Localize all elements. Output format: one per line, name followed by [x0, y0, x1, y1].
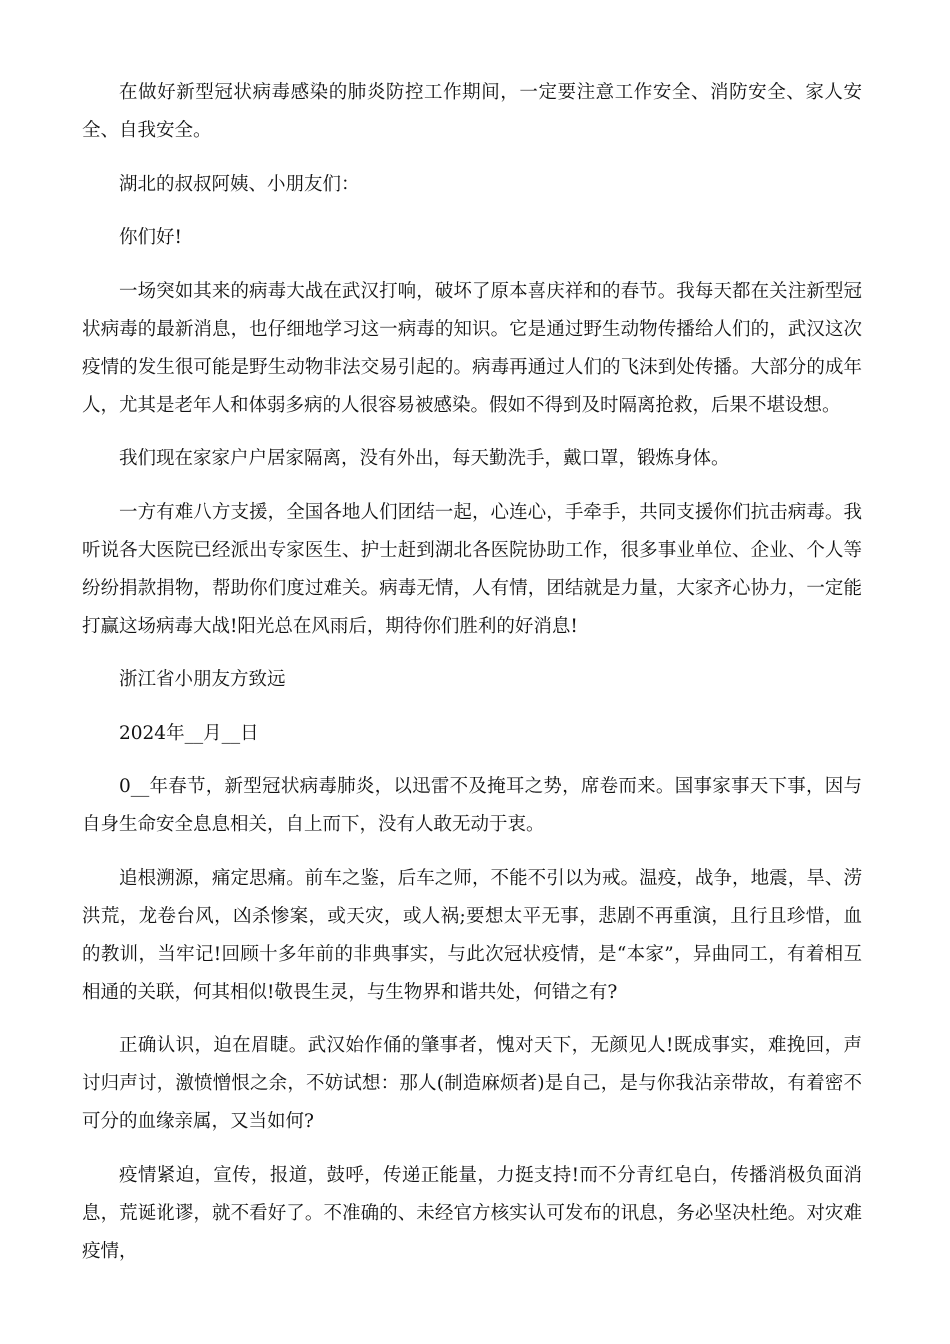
letter-paragraph-isolation: 我们现在家家户户居家隔离，没有外出，每天勤洗手，戴口罩，锻炼身体。	[119, 448, 730, 469]
letter-paragraph-support: 一方有难八方支援，全国各地人们团结一起，心连心，手牵手，共同支援你们抗击病毒。我听说各大医院已经派出专家医生、护士赶到湖北各医院协助工作，很多事业单位、企业、个人等纷纷捐款捐物，帮助你们度过难关。病毒无情，人有情，团结就是力量，大家齐心协力，一定能打赢这场病毒大战!阳光总在风雨后，期待你们胜利的好消息!	[82, 501, 862, 637]
intro-safety-paragraph: 在做好新型冠状病毒感染的肺炎防控工作期间，一定要注意工作安全、消防安全、家人安全、自我安全。	[82, 82, 862, 141]
essay-paragraph-spring-festival: 0__年春节，新型冠状病毒肺炎，以迅雷不及掩耳之势，席卷而来。国事家事天下事，因与自身生命安全息息相关，自上而下，没有人敢无动于衷。	[82, 776, 862, 835]
letter-signature: 浙江省小朋友方致远	[119, 669, 286, 690]
letter-date: 2024年__月__日	[119, 722, 259, 744]
essay-paragraph-understanding: 正确认识，迫在眉睫。武汉始作俑的肇事者，愧对天下，无颜见人!既成事实，难挽回，声讨归声讨，激愤憎恨之余，不妨试想：那人(制造麻烦者)是自己，是与你我沾亲带故，有着密不可分的血缘亲属，又当如何?	[82, 1035, 862, 1132]
letter-salutation: 湖北的叔叔阿姨、小朋友们：	[119, 173, 360, 195]
document-body	[82, 74, 862, 1286]
letter-paragraph-virus: 一场突如其来的病毒大战在武汉打响，破坏了原本喜庆祥和的春节。我每天都在关注新型冠状病毒的最新消息，也仔细地学习这一病毒的知识。它是通过野生动物传播给人们的，武汉这次疫情的发生很可能是野生动物非法交易引起的。病毒再通过人们的飞沫到处传播。大部分的成年人，尤其是老年人和体弱多病的人很容易被感染。假如不得到及时隔离抢救，后果不堪设想。	[82, 280, 862, 416]
essay-paragraph-publicity: 疫情紧迫，宣传，报道，鼓呼，传递正能量，力挺支持!而不分青红皂白，传播消极负面消息，荒诞讹谬，就不看好了。不准确的、未经官方核实认可发布的讯息，务必坚决杜绝。对灾难疫情，	[82, 1164, 862, 1262]
letter-greeting: 你们好!	[119, 227, 182, 248]
essay-paragraph-lessons: 追根溯源，痛定思痛。前车之鉴，后车之师，不能不引以为戒。温疫，战争，地震，旱、涝洪荒，龙卷台风，凶杀惨案，或天灾，或人祸;要想太平无事，悲剧不再重演，且行且珍惜，血的教训，当牢记!回顾十多年前的非典事实，与此次冠状疫情，是“本家”，异曲同工，有着相互相通的关联，何其相似!敬畏生灵，与生物界和谐共处，何错之有?	[82, 867, 862, 1003]
